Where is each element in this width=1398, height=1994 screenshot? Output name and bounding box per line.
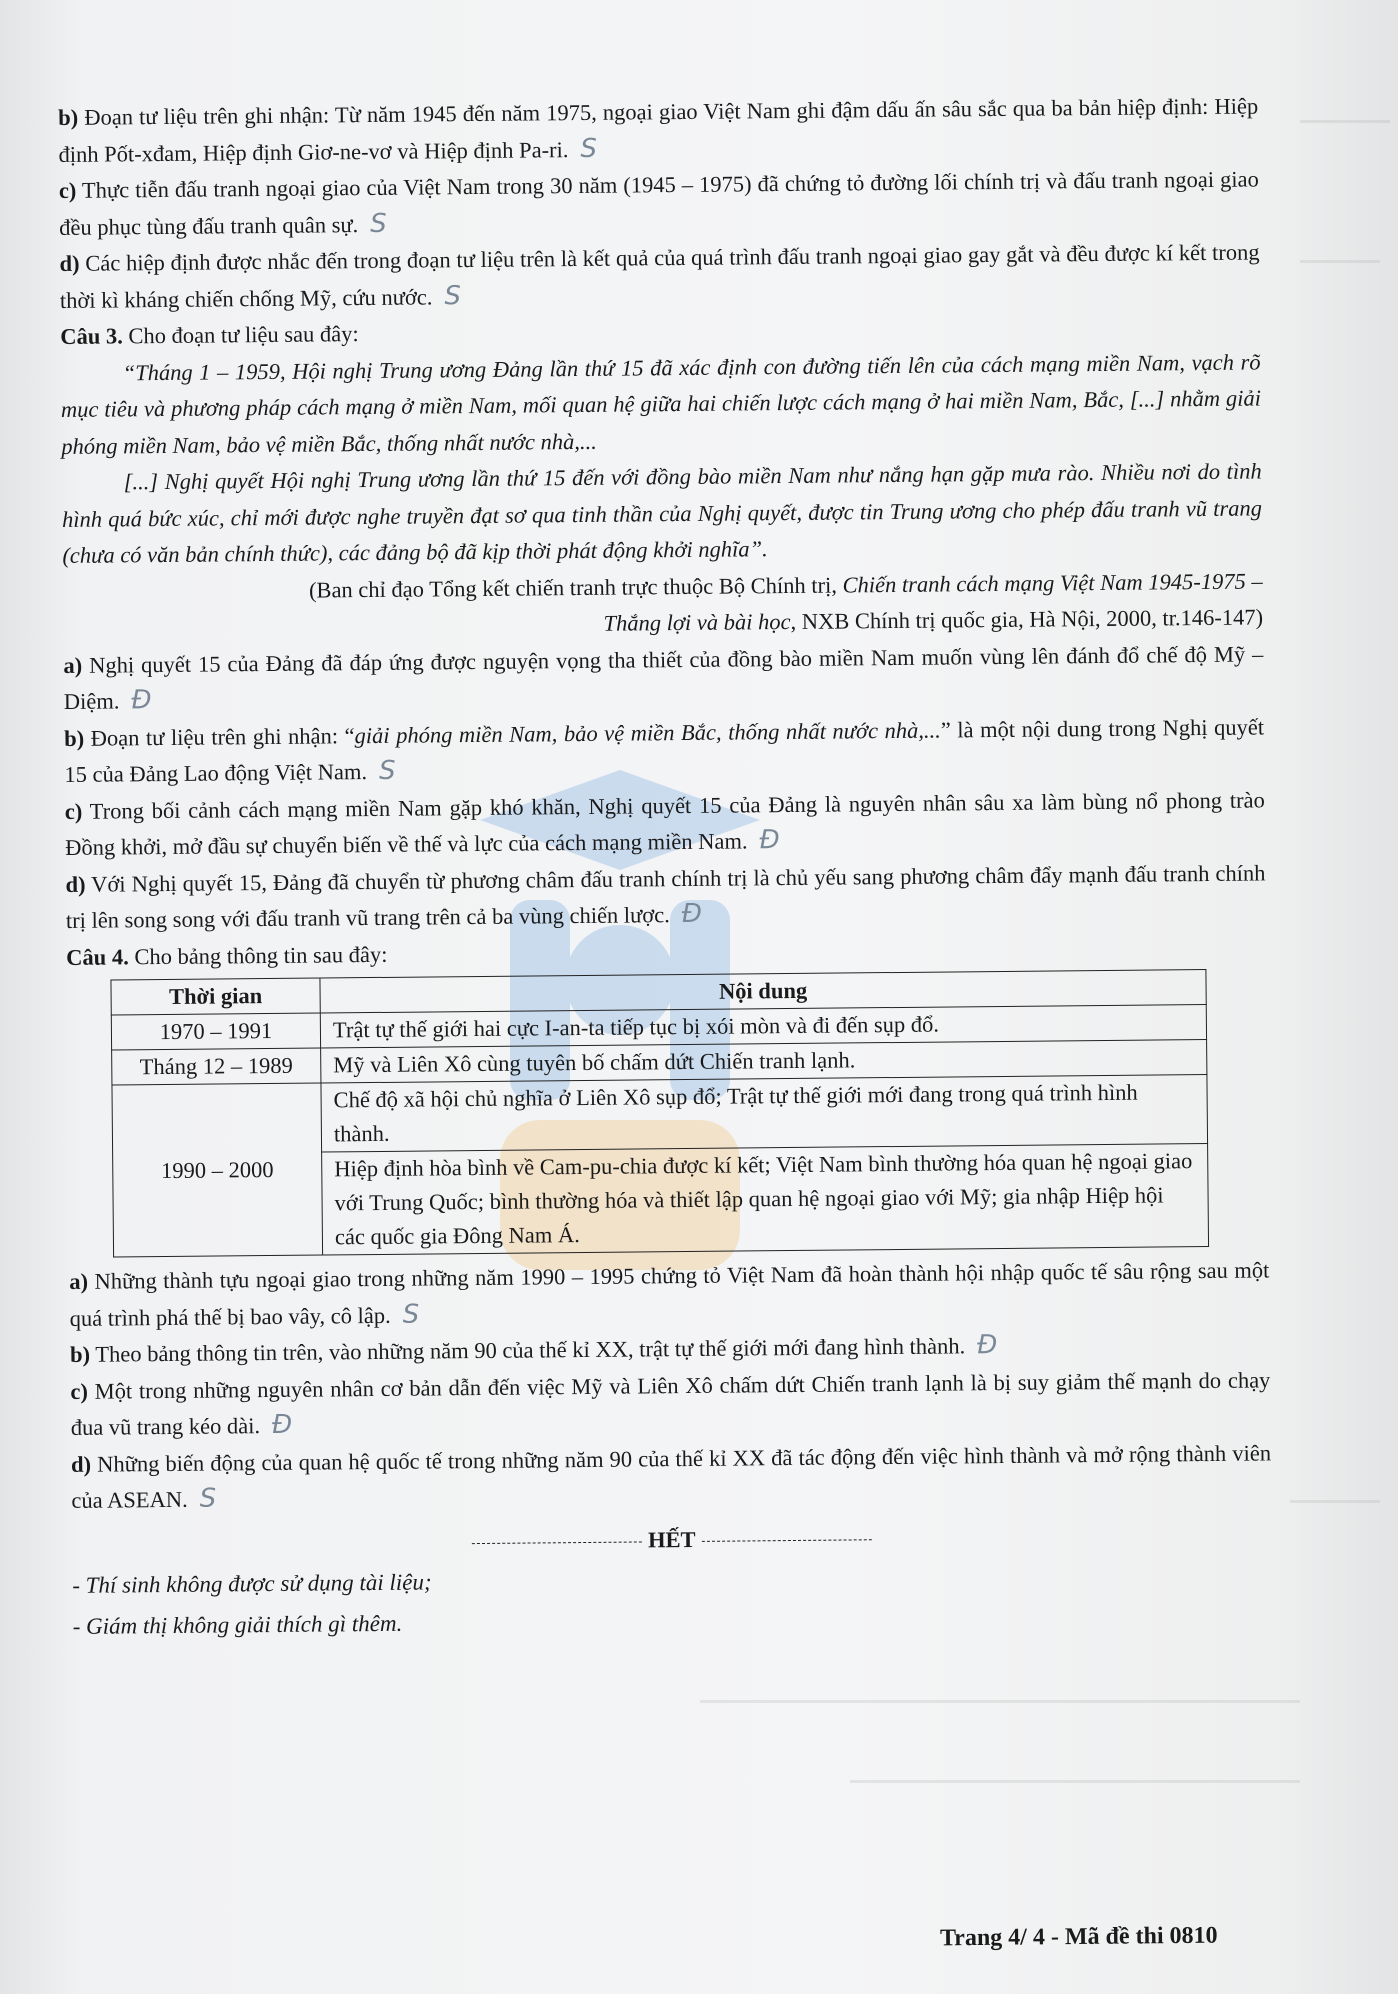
page-footer: Trang 4/ 4 - Mã đề thi 0810 [939,1922,1218,1952]
statement-3a [63,636,1264,721]
statement-text: Những thành tựu ngoại giao trong những năm 1990 – 1995 chứng tỏ Việt Nam đã hoàn thành hội nhập quốc tế sâu rộng sau một quá trình phá thế bị bao vây, cô lập. [69,1257,1270,1331]
table-cell-time: 1970 – 1991 [111,1013,320,1050]
note-1: - Thí sinh không được sử dụng tài liệu; [72,1569,432,1598]
answer-mark: S [580,133,598,164]
table-cell-content: Hiệp định hòa bình về Cam-pu-chia được kí kết; Việt Nam bình thường hóa quan hệ ngoại giao với Trung Quốc; bình thường hóa và thiết lập quan hệ ngoại giao với Mỹ; gia nhập Hiệp hội các quốc gia Đông Nam Á. [322,1144,1209,1256]
statement-label: d) [59,250,80,276]
statement-text-post: ” là một nội dung trong Nghị quyết 15 của Đảng Lao động Việt Nam. [64,713,1265,787]
bleed-through [1290,1500,1380,1503]
statement-text-pre: Đoạn tư liệu trên ghi nhận: “ [90,722,355,751]
end-marker [72,1516,1272,1564]
statement-text-quote: giải phóng miền Nam, bảo vệ miền Bắc, thống nhất nước nhà,... [354,717,941,748]
quote-paragraph-2: [...] Nghị quyết Hội nghị Trung ương lần thứ 15 đến với đồng bào miền Nam như nắng hạn gặp mưa rào. Nhiều nơi do tình hình quá bức xúc, chỉ mới được nghe truyền đạt sơ qua tinh thần của Nghị quyết, được tin Trung ương cho phép đấu tranh vũ trang (chưa có văn bản chính thức), các đảng bộ đã kịp thời phát động khởi nghĩa”. [61,458,1263,568]
answer-mark: S [402,1299,420,1330]
source-title: Chiến tranh cách mạng Việt Nam 1945-1975 – Thắng lợi và bài học [603,567,1263,636]
table-cell-time: 1990 – 2000 [112,1083,323,1257]
statement-text: Một trong những nguyên nhân cơ bản dẫn đến việc Mỹ và Liên Xô chấm dứt Chiến tranh lạnh là bị suy giảm thế mạnh do chạy đua vũ trang kéo dài. [70,1366,1271,1440]
statement-label: c) [70,1378,88,1404]
statement-2c [59,161,1260,246]
statement-label: a) [69,1268,89,1294]
statement-text: Các hiệp định được nhắc đến trong đoạn tư liệu trên là kết quả của quá trình đấu tranh ngoại giao gay gắt và đều được kí kết trong thời kì kháng chiến chống Mỹ, cứu nước. [59,239,1260,313]
answer-mark: S [199,1483,217,1514]
table-cell-content: Mỹ và Liên Xô cùng tuyên bố chấm dứt Chiến tranh lạnh. [321,1040,1207,1084]
statement-text: Nghị quyết 15 của Đảng đã đáp ứng được nguyện vọng tha thiết của đồng bào miền Nam muốn vùng lên đánh đổ chế độ Mỹ – Diệm. [63,640,1264,714]
table-header-content: Nội dung [320,970,1206,1014]
end-text: HẾT [647,1526,696,1552]
bleed-through [850,1780,1300,1783]
table-cell-content: Chế độ xã hội chủ nghĩa ở Liên Xô sụp đổ; Trật tự thế giới mới đang trong quá trình hình thành. [321,1075,1208,1153]
table-header-time: Thời gian [111,978,320,1015]
question-label: Câu 4. [66,943,129,970]
info-table [110,969,1209,1258]
end-line-left [472,1541,642,1544]
statement-4c [70,1362,1271,1447]
answer-mark: S [444,280,462,311]
answer-mark: Đ [759,825,780,856]
statement-label: b) [69,1341,91,1367]
source-author: (Ban chỉ đạo Tổng kết chiến tranh trực thuộc Bộ Chính trị, [308,571,843,603]
statement-2b [58,88,1259,173]
exam-content [58,88,1273,1644]
source-publisher: , NXB Chính trị quốc gia, Hà Nội, 2000, tr.146-147) [790,604,1264,634]
end-line-right [702,1539,872,1542]
page-shadow [1278,0,1398,1994]
table-row [112,1075,1208,1155]
table-cell-time: Tháng 12 – 1989 [112,1048,321,1085]
question-label: Câu 3. [60,323,123,349]
note-2: - Giám thị không giải thích gì thêm. [72,1610,403,1639]
bleed-through [1300,260,1380,263]
statement-text: Với Nghị quyết 15, Đảng đã chuyển từ phương châm đấu tranh chính trị là chủ yếu sang phương châm đẩy mạnh đấu tranh chính trị lên song song với đấu tranh vũ trang trên cả ba vùng chiến lược. [65,859,1266,933]
statement-label: b) [58,104,79,130]
statement-label: c) [58,177,77,203]
statement-label: b) [64,725,85,751]
statement-4d [71,1435,1272,1520]
statement-2d [59,234,1260,319]
quote-paragraph-1: “Tháng 1 – 1959, Hội nghị Trung ương Đảng lần thứ 15 đã xác định con đường tiến lên của cách mạng miền Nam, vạch rõ mục tiêu và phương pháp cách mạng ở miền Nam, mối quan hệ giữa hai chiến lược cách mạng ở hai miền Nam, Bắc, [...] nhằm giải phóng miền Nam, bảo vệ miền Bắc, thống nhất nước nhà,... [60,348,1262,459]
statement-4a [69,1252,1270,1337]
statement-text: Những biến động của quan hệ quốc tế trong những năm 90 của thế kỉ XX đã tác động đến việc hình thành và mở rộng thành viên của ASEAN. [71,1439,1272,1513]
statement-text: Đoạn tư liệu trên ghi nhận: Từ năm 1945 đến năm 1975, ngoại giao Việt Nam ghi đậm dấu ấn sâu sắc qua ba bản hiệp định: Hiệp định Pốt-xđam, Hiệp định Giơ-ne-vơ và Hiệp định Pa-ri. [58,93,1259,167]
question-prompt: Cho đoạn tư liệu sau đây: [128,321,359,349]
statement-3d [65,855,1266,940]
statement-3b [64,709,1265,794]
answer-mark: Đ [271,1409,293,1441]
answer-mark: Đ [976,1330,998,1361]
table-cell-content: Trật tự thế giới hai cực I-an-ta tiếp tục bị xói mòn và đi đến sụp đổ. [320,1005,1206,1049]
statement-3c [65,782,1266,867]
answer-mark: S [370,208,387,239]
question-prompt: Cho bảng thông tin sau đây: [134,941,388,969]
statement-text: Thực tiễn đấu tranh ngoại giao của Việt Nam trong 30 năm (1945 – 1975) đã chứng tỏ đường lối chính trị và đấu tranh ngoại giao đều phục tùng đấu tranh quân sự. [59,166,1259,240]
answer-mark: Đ [131,685,152,716]
statement-text: Trong bối cảnh cách mạng miền Nam gặp khó khăn, Nghị quyết 15 của Đảng là nguyên nhân sâu xa làm bùng nổ phong trào Đồng khởi, mở đầu sự chuyển biến về thế và lực của cách mạng miền Nam. [65,786,1265,860]
bleed-through [700,1700,1300,1703]
quote-source [63,563,1264,648]
answer-mark: S [378,755,396,786]
statement-label: a) [63,652,83,678]
statement-text: Theo bảng thông tin trên, vào những năm 90 của thế kỉ XX, trật tự thế giới mới đang hình thành. [95,1333,966,1367]
bleed-through [1300,120,1390,123]
answer-mark: Đ [681,898,703,930]
statement-label: c) [64,798,83,824]
statement-label: d) [70,1451,92,1477]
statement-label: d) [65,871,86,897]
